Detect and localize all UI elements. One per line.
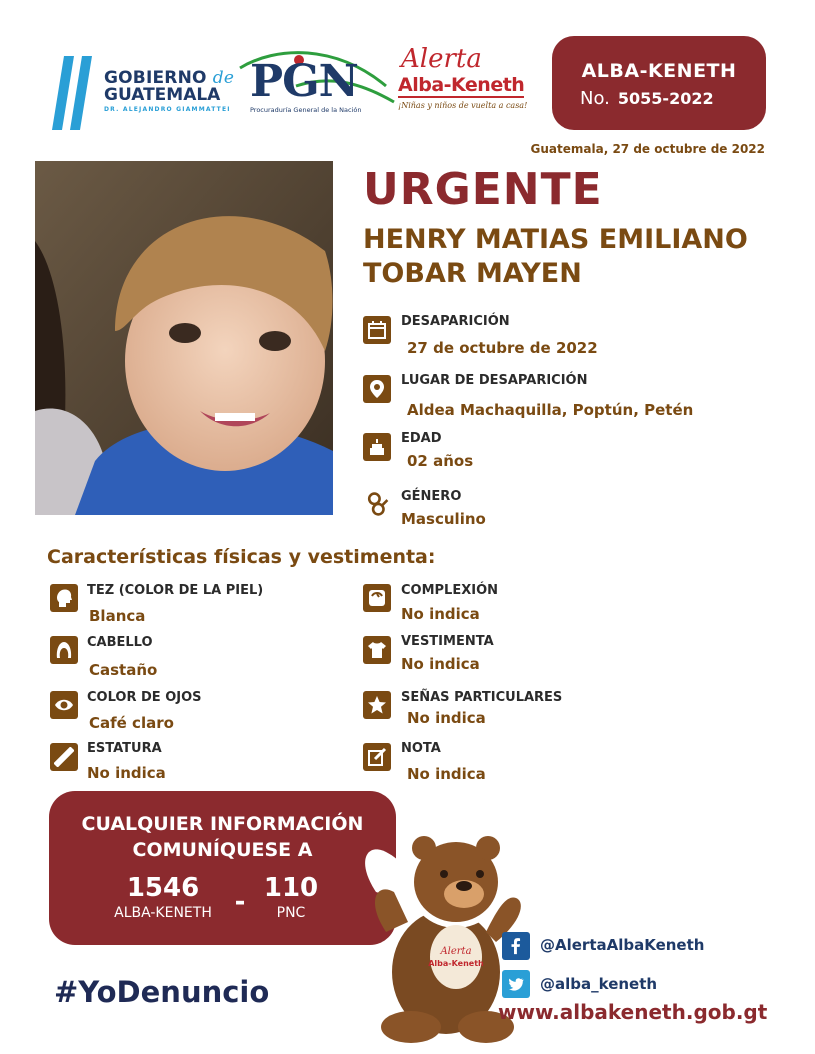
pgn-subtitle: Procuraduría General de la Nación <box>250 106 362 114</box>
alba-keneth-phone-number: 1546 <box>126 873 200 903</box>
alerta-logo-name: Alba-Keneth <box>398 74 525 96</box>
disappearance-place-label: LUGAR DE DESAPARICIÓN <box>401 373 588 388</box>
build-value: No indica <box>401 605 480 623</box>
urgency-heading: URGENTE <box>363 164 603 215</box>
height-value: No indica <box>87 764 166 782</box>
birthday-cake-icon <box>363 433 391 461</box>
phone-separator: - <box>234 887 246 917</box>
government-president-name: DR. ALEJANDRO GIAMMATTEI <box>104 106 231 113</box>
age-value: 02 años <box>407 452 474 470</box>
head-profile-icon <box>50 584 78 612</box>
facebook-icon[interactable] <box>502 932 530 960</box>
alerta-logo-subtitle: ¡Niñas y niños de vuelta a casa! <box>398 101 528 110</box>
eye-icon <box>50 691 78 719</box>
location-pin-icon <box>363 375 391 403</box>
skin-tone-label: TEZ (COLOR DE LA PIEL) <box>87 583 264 598</box>
badge-number: No. 5055-2022 <box>580 88 714 109</box>
gender-label: GÉNERO <box>401 489 462 504</box>
guatemala-government-logo <box>52 56 98 130</box>
gender-value: Masculino <box>401 510 486 528</box>
age-label: EDAD <box>401 431 442 446</box>
disappearance-date-label: DESAPARICIÓN <box>401 314 510 329</box>
skin-tone-value: Blanca <box>89 607 146 625</box>
pgn-letters: PGN <box>250 56 358 107</box>
hair-label: CABELLO <box>87 635 153 650</box>
issue-date: Guatemala, 27 de octubre de 2022 <box>530 142 765 156</box>
twitter-icon[interactable] <box>502 970 530 998</box>
star-icon <box>363 691 391 719</box>
hair-icon <box>50 636 78 664</box>
eye-color-value: Café claro <box>89 714 174 732</box>
contact-information-box <box>49 791 396 945</box>
missing-child-photo <box>35 161 333 515</box>
mascot-egg-title: Alerta <box>440 946 472 957</box>
alba-keneth-phone-label: ALBA-KENETH <box>114 905 212 921</box>
distinguishing-marks-label: SEÑAS PARTICULARES <box>401 690 563 705</box>
child-name-line2: TOBAR MAYEN <box>363 258 582 289</box>
badge-title: ALBA-KENETH <box>581 60 737 82</box>
clothing-value: No indica <box>401 655 480 673</box>
government-name-line2: GUATEMALA <box>104 85 221 105</box>
disappearance-place-value: Aldea Machaquilla, Poptún, Petén <box>407 401 694 419</box>
note-label: NOTA <box>401 741 441 756</box>
distinguishing-marks-value: No indica <box>407 709 486 727</box>
clothing-label: VESTIMENTA <box>401 634 494 649</box>
contact-heading: CUALQUIER INFORMACIÓN COMUNÍQUESE A <box>81 813 364 861</box>
note-edit-icon <box>363 743 391 771</box>
scale-icon <box>363 584 391 612</box>
child-name-line1: HENRY MATIAS EMILIANO <box>363 224 748 255</box>
calendar-icon <box>363 316 391 344</box>
note-value: No indica <box>407 765 486 783</box>
height-label: ESTATURA <box>87 741 162 756</box>
hashtag: #YoDenuncio <box>54 975 270 1009</box>
government-name-line1: GOBIERNO de <box>104 68 235 88</box>
hair-value: Castaño <box>89 661 158 679</box>
gender-icon <box>363 490 391 518</box>
tshirt-icon <box>363 636 391 664</box>
characteristics-heading: Características físicas y vestimenta: <box>47 546 436 568</box>
eye-color-label: COLOR DE OJOS <box>87 690 202 705</box>
case-number-badge <box>552 36 766 130</box>
pnc-phone-number: 110 <box>263 873 319 903</box>
pnc-phone-label: PNC <box>276 905 306 921</box>
website-link[interactable]: www.albakeneth.gob.gt <box>498 1000 768 1024</box>
build-label: COMPLEXIÓN <box>401 583 499 598</box>
twitter-handle[interactable]: @alba_keneth <box>540 975 658 993</box>
ruler-icon <box>50 743 78 771</box>
alerta-logo-title: Alerta <box>401 44 482 74</box>
mascot-egg-name: Alba-Keneth <box>428 959 484 968</box>
disappearance-date-value: 27 de octubre de 2022 <box>407 339 598 357</box>
facebook-handle[interactable]: @AlertaAlbaKeneth <box>540 936 705 954</box>
